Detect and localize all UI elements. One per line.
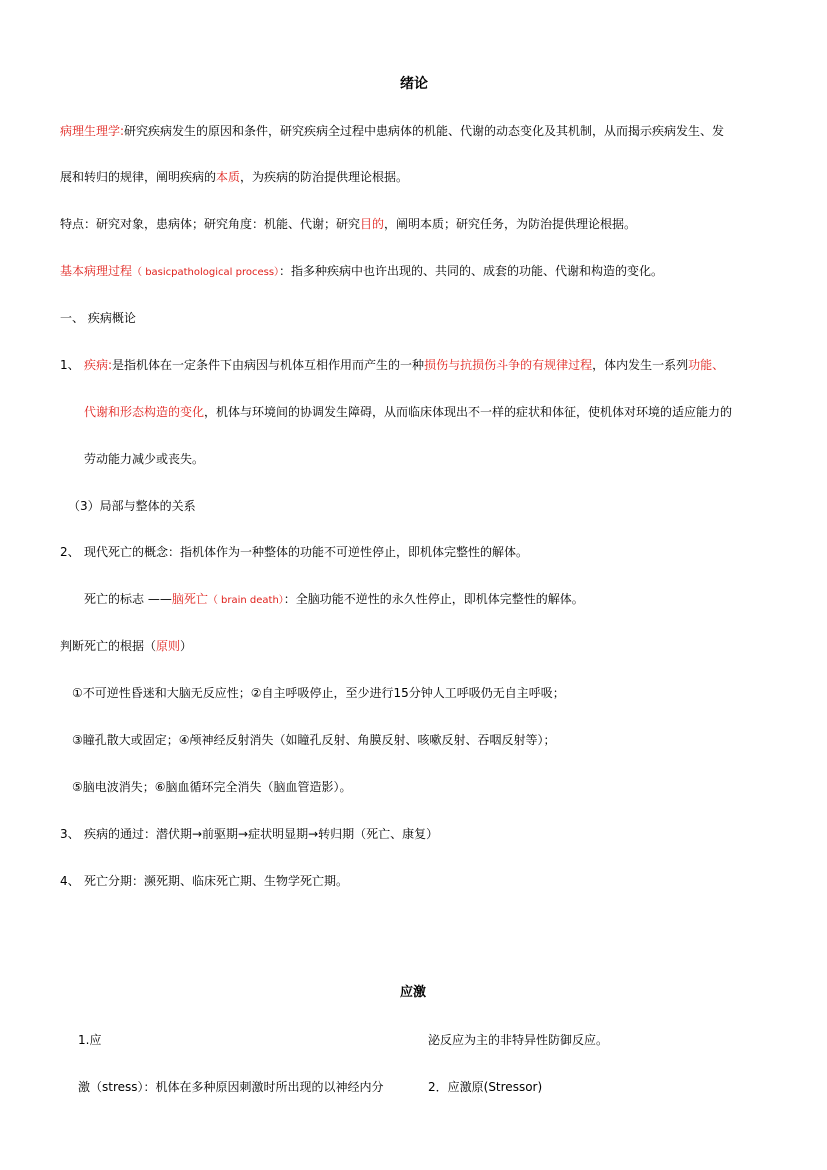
term-function: 功能、 — [688, 358, 725, 372]
death-sign — [84, 590, 584, 610]
text: ：指多种疾病中也许出现的、共同的、成套的功能、代谢和构造的变化。 — [279, 264, 664, 278]
text: 判断死亡的根据（ — [60, 639, 157, 653]
term-struggle: 损伤与抗损伤斗争的有规律过程 — [424, 358, 593, 372]
item-number: 1、 — [60, 358, 80, 372]
section-title-stress: 应激 — [400, 985, 427, 1000]
criteria-line: ⑤脑电波消失；⑥脑血循环完全消失（脑血管造影）。 — [72, 780, 352, 794]
col-right-line1: 泌反应为主的非特异性防御反应。 — [428, 1033, 609, 1047]
text: 展和转归的规律，阐明疾病的 — [60, 170, 217, 184]
text: ，机体与环境间的协调发生障碍，从而临床体现出不一样的症状和体征，使机体对环境的适应能力的 — [204, 405, 733, 419]
criteria-line: ③瞳孔散大或固定；④颅神经反射消失（如瞳孔反射、角膜反射、咳嗽反射、吞咽反射等）； — [72, 733, 556, 747]
term-purpose: 目的 — [360, 217, 385, 231]
item-number: 2、 — [60, 545, 80, 559]
text: ，为疾病的防治提供理论根据。 — [240, 170, 409, 184]
term-essence: 本质 — [216, 170, 241, 184]
item-number: 3、 — [60, 827, 80, 841]
term-english: （ basicpathological process） — [132, 267, 280, 278]
term-brain-death: 脑死亡 — [171, 592, 208, 606]
term-principle: 原则 — [156, 639, 181, 653]
term-english: （ brain death） — [207, 595, 284, 606]
basic-process-paragraph — [60, 262, 663, 282]
sub-heading: （3）局部与整体的关系 — [68, 499, 196, 513]
definition-text: 研究疾病发生的原因和条件，研究疾病全过程中患病体的机能、代谢的动态变化及其机制，从而揭示疾病发生、发 — [124, 124, 725, 138]
term-metabolism: 代谢和形态构造的变化 — [84, 405, 205, 419]
term-basic-process: 基本病理过程 — [60, 264, 133, 278]
col-left-line2: 激（stress）：机体在多种原因刺激时所出现的以神经内分 — [78, 1080, 384, 1094]
col-right-line2: 2．应激原(Stressor) — [428, 1080, 543, 1094]
disease-definition-line3: 劳动能力减少或丧失。 — [84, 452, 205, 466]
definition-paragraph-line2 — [60, 168, 408, 186]
disease-definition-line2 — [84, 403, 732, 421]
page-title: 绪论 — [400, 76, 428, 92]
text: 死亡的标志 —— — [84, 592, 172, 606]
criteria-heading — [60, 637, 192, 655]
term-pathophysiology: 病理生理学: — [60, 124, 125, 138]
text: 是指机体在一定条件下由病因与机体互相作用而产生的一种 — [112, 358, 425, 372]
text: 特点：研究对象，患病体；研究角度：机能、代谢；研究 — [60, 217, 361, 231]
text: ，体内发生一系列 — [592, 358, 689, 372]
disease-course: 疾病的通过：潜伏期→前驱期→症状明显期→转归期（死亡、康复） — [84, 827, 439, 841]
section-heading: 一、 疾病概论 — [60, 311, 136, 325]
item-number: 4、 — [60, 874, 80, 888]
death-concept: 现代死亡的概念：指机体作为一种整体的功能不可逆性停止，即机体完整性的解体。 — [84, 545, 529, 559]
text: ，阐明本质；研究任务，为防治提供理论根据。 — [384, 217, 637, 231]
features-paragraph — [60, 215, 636, 233]
disease-definition — [84, 356, 724, 374]
death-stages: 死亡分期：濒死期、临床死亡期、生物学死亡期。 — [84, 874, 349, 888]
col-left-line1: 1.应 — [78, 1033, 102, 1047]
term-disease: 疾病: — [84, 358, 113, 372]
criteria-line: ①不可逆性昏迷和大脑无反应性；②自主呼吸停止，至少进行15分钟人工呼吸仍无自主呼吸； — [72, 686, 565, 700]
text: ：全脑功能不逆性的永久性停止，即机体完整性的解体。 — [283, 592, 584, 606]
definition-paragraph — [60, 122, 724, 140]
text: ） — [180, 639, 193, 653]
